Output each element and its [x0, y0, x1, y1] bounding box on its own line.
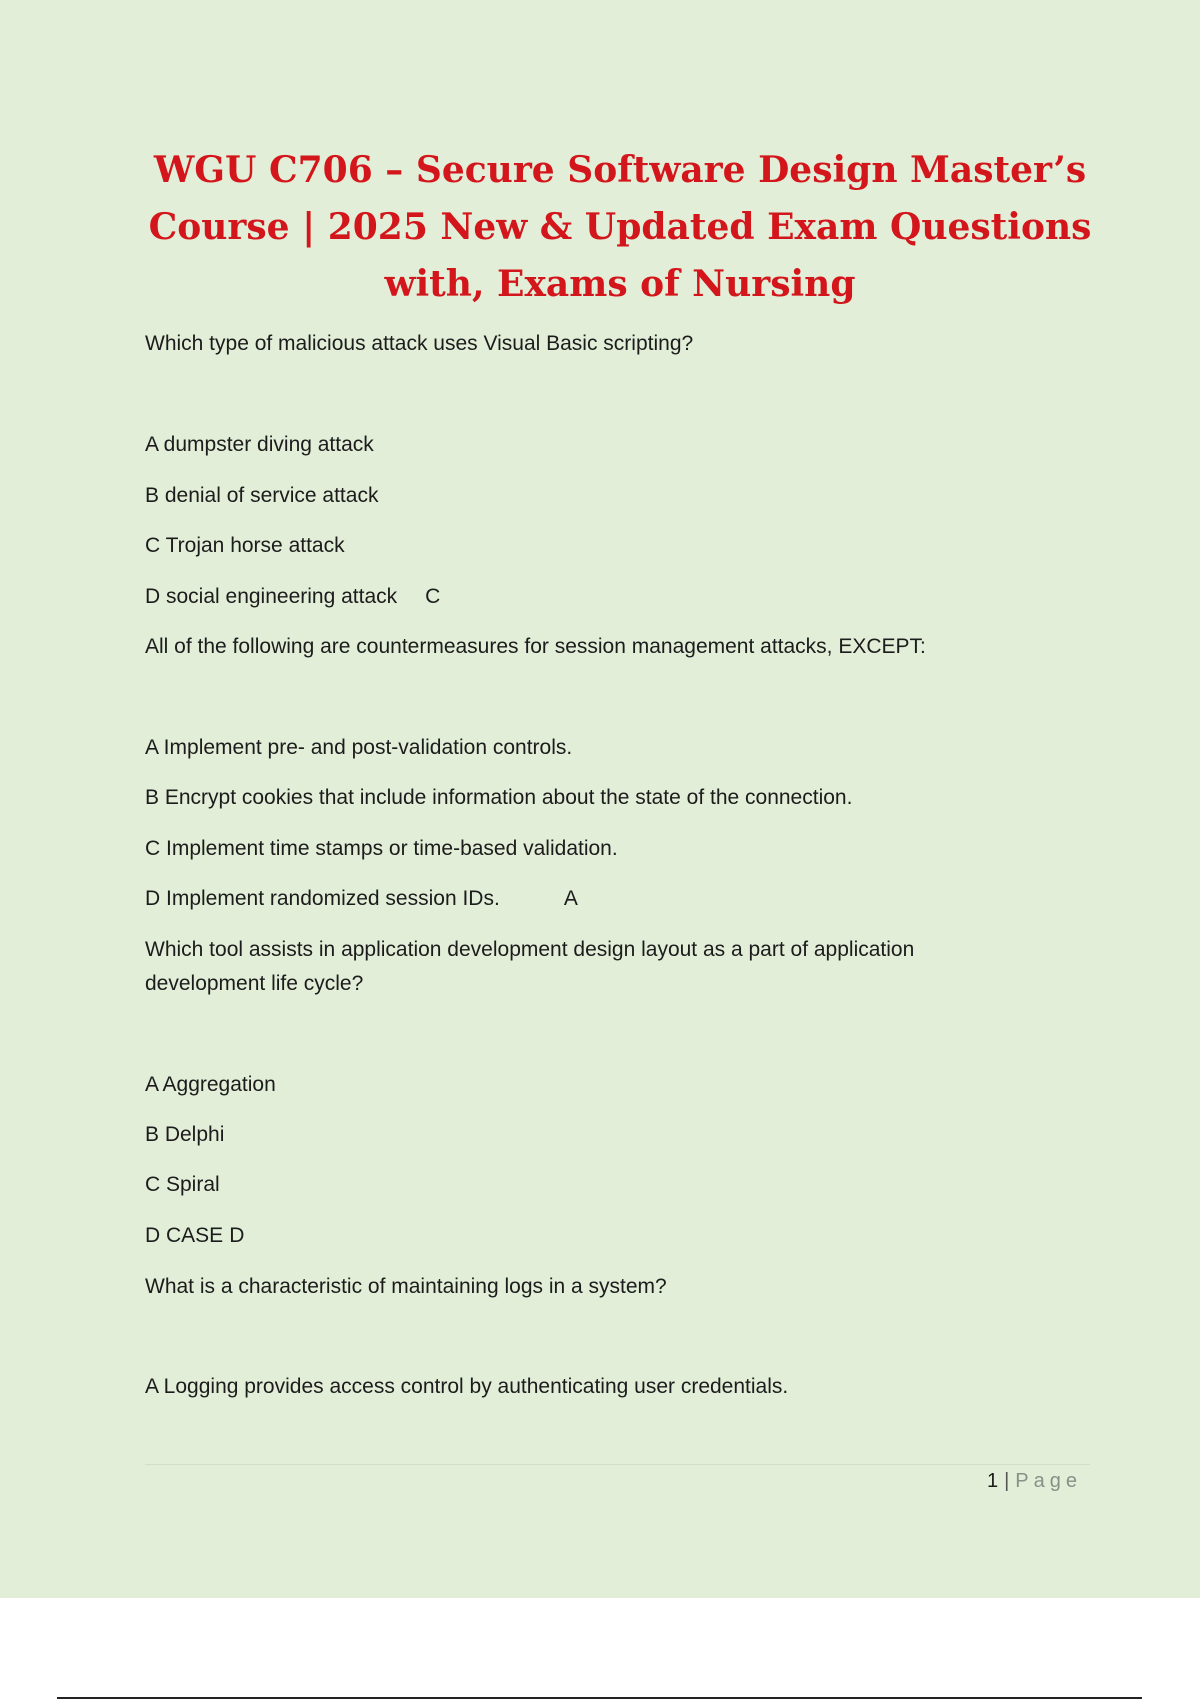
question-3-option-d: D CASE	[145, 1224, 224, 1247]
question-4-option-a: A Logging provides access control by authenticating user credentials.	[145, 1375, 789, 1398]
page-number-footer	[987, 1470, 1082, 1493]
page-separator: |	[1004, 1470, 1010, 1492]
page-number: 1	[986, 1470, 999, 1492]
question-3-answer: D	[229, 1224, 245, 1247]
question-1-option-d-row	[145, 580, 440, 614]
footer-divider	[145, 1464, 1090, 1465]
question-1-text: Which type of malicious attack uses Visual Basic scripting?	[145, 332, 694, 355]
question-3-text: Which tool assists in application development design layout as a part of application development life cycle?	[145, 938, 915, 995]
question-2-option-b: B Encrypt cookies that include information about the state of the connection.	[145, 786, 853, 809]
question-1-option-c: C Trojan horse attack	[145, 534, 345, 557]
page-label: Page	[1015, 1470, 1082, 1492]
question-2-option-d: D Implement randomized session IDs.	[145, 887, 500, 910]
question-4-text: What is a characteristic of maintaining logs in a system?	[145, 1275, 667, 1298]
question-3-option-c: C Spiral	[145, 1173, 220, 1196]
question-2-option-d-row	[145, 882, 578, 916]
question-2-text: All of the following are countermeasures for session management attacks, EXCEPT:	[145, 635, 926, 658]
question-2-option-c: C Implement time stamps or time-based validation.	[145, 837, 618, 860]
question-1-option-b: B denial of service attack	[145, 484, 379, 507]
question-3-option-a: A Aggregation	[145, 1073, 276, 1096]
question-3-option-b: B Delphi	[145, 1123, 225, 1146]
question-3-option-d-row	[145, 1219, 244, 1253]
question-2-answer: A	[563, 887, 578, 910]
question-1-option-a: A dumpster diving attack	[145, 433, 374, 456]
question-1-answer: C	[425, 585, 441, 608]
question-2-option-a: A Implement pre- and post-validation controls.	[145, 736, 573, 759]
question-1-option-d: D social engineering attack	[145, 585, 398, 608]
document-title: WGU C706 – Secure Software Design Master’s Course | 2025 New & Updated Exam Questions with, Exams of Nursing	[148, 149, 1092, 305]
next-page-divider	[57, 1697, 1142, 1699]
